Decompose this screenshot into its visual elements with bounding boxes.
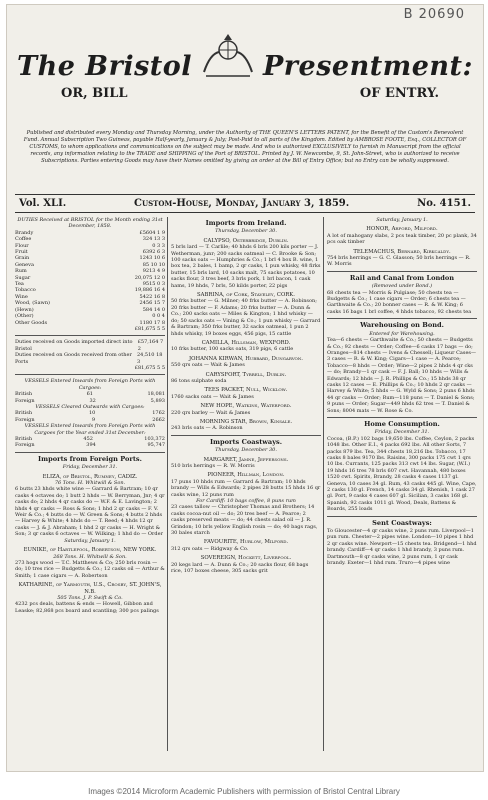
ship-sabrina: SABRINA, of Cork, Staveley, CORK. — [197, 292, 295, 299]
ship-calypso-cargo: 5 brls lard — T. Carlile; 40 hhds 6 brls 200 kils porter — J. Wetherman, junr; 200 sacks oatmeal — C. Brooke & Son; 100 sacks oats — Humphries & Co.; 1 brl 4 box B. wine, 1 box tea, 2 bales, 1 bamp, 2 qr casks, 1 pun whisky, 48 firks butter, 15 brls lard, 10 sacks malt, 75 sacks potatoes, 10 sacks flour, 3 tres beef, 3 brls pork, 1 brl bacon, 1 cask hams, 19 hhds, 7 brls, 50 kilds porter, 22 pigs — [171, 244, 321, 289]
vessel-row: Foreign 394 95,747 — [15, 442, 165, 449]
divider — [15, 194, 475, 195]
masthead — [17, 51, 473, 101]
divider — [15, 212, 475, 213]
ship-camilla: CAMILLA, Hillsman, WEXFORD. — [201, 339, 291, 346]
vessel-row: British 452 103,372 — [15, 436, 165, 442]
ship-newhope: NEW HOPE, Watkins, Waterford. — [200, 403, 292, 410]
issue-number: No. 4151. — [417, 198, 471, 209]
ship-katharine-sub: 505 Tons. J. P. Swift & Co. — [57, 594, 123, 601]
grand-total: £81,675 5 5 — [134, 364, 165, 371]
duty-row: Rum 9213 4 9 — [15, 268, 165, 275]
ship-pioneer: PIONEER, Hillman, London. — [207, 472, 285, 479]
ship-carysfort-cargo: 86 tons sulphate soda — [171, 377, 227, 384]
vessels-year-table — [15, 436, 165, 449]
duty-row: Wine 5422 16 8 — [15, 293, 165, 300]
vessel-row: Foreign 9 2662 — [15, 416, 165, 423]
lead-paragraph: Published and distributed every Monday and Thursday Morning, under the Authority of THE QUEEN'S LETTERS PATENT, for the Benefit of the Custom's Benevolent Fund. Annual Subscription Two Guineas, payable Half-yearly, January & July; Post-Paid to all parts of the Kingdom. Edited by AMBROSE FOOTE, Esq., COLLECTOR OF CUSTOMS, to whom applications and communications on the subject may be made. And who is authorized EXCLUSIVELY to furnish in Manuscript from the official records, any information relating to the TRADE and SHIPPING of the Port of BRISTOL. Printed by J. W. Newcombe, 9, St. John-Street, who is authorized to receive Subscriptions. Parties entering Goods may have their Names omitted by giving an order at the Bill of Entry Office; but no Entry can be wholly suppressed. — [23, 130, 467, 164]
vessel-row: British 61 18,081 — [15, 391, 165, 398]
volume: Vol. XLI. — [19, 198, 67, 209]
issue-date: Custom-House, Monday, January 3, 1859. — [134, 198, 350, 209]
divider — [327, 417, 477, 418]
vessel-row: Foreign 32 5,893 — [15, 397, 165, 404]
vessels-out-table — [15, 410, 165, 423]
duty-row: Coffee 324 13 3 — [15, 236, 165, 243]
divider — [327, 516, 477, 517]
coastways-heading: Imports Coastways. — [209, 437, 283, 446]
ship-tees: TEES PACKET, Null, Wicklow. — [204, 387, 288, 394]
home-list: Cocoa, (B.P.) 102 bags 19,650 lbs. Coffee, Ceylon, 2 packs 1048 lbs. Other E.I., 4 packs 692 lbs. All other Sorts, 7 packs 879 lbs. Tea, 344 chests 18,216 lbs. Tobacco, 17 casks 8 bales 9170 lbs. Raisins, 300 packs 175 cwt 1 qrs 10 lbs. Currants, 125 packs 313 cwt 14 lbs. Sugar, (W.I.) 19 hhds 16 tres 78 brls 607 cwt. Havannah, 480 boxes 1520 cwt. Spirits, Brandy, 28 casks 4 cases 1137 gl. Geneva, 10 cases 34 gl. Rum, 43 casks 445 gl. Wine, Cape, 2 casks 130 gl. French, 14 casks 34 gl. Rhenish, 1 cask 27 gl. Port, 9 casks 4 cases 607 gl. Sicilian, 3 casks 168 gl. Spanish, 92 casks 1011 gl. Wood, Deals, Battens & Boards, 255 loads — [327, 435, 477, 513]
ship-eunike: EUNIKE, of Hartlepool, Robertson, NEW YORK. — [23, 547, 157, 554]
home-heading: Home Consumption. — [364, 419, 440, 428]
column-1 — [15, 217, 165, 614]
rail-cargo: 68 chests tea — Morris & Pulgiase; 50 chests tea — Budgetts & Co.; 1 case cigars — Order; 6 chests tea — Garthwaite & Co.; 20 bonner cases — R. & W. King; 6 casks 16 bags 1 brl coffee, 4 hhds tobacco, 92 chests tea — [327, 289, 472, 315]
ship-morning-star-cargo: 243 brls oats — A. Robinson — [171, 425, 243, 432]
ship-eunike-cargo: 273 hogs wood — T.C. Matthews & Co; 250 brls rosin — do; 10 tres rice — Budgetts & Co.; 12 casks oil — Arthur & Smith; 1 case cigars — A. Robertson — [15, 559, 165, 579]
warehousing-sub: Entered for Warehousing. — [369, 330, 435, 337]
subtitle-left: OR, BILL — [61, 86, 128, 101]
duty-row: Tea 9515 0 3 — [15, 281, 165, 288]
ship-honor: HONOR, Arford, Milford. — [366, 226, 438, 233]
duty-row: Other Goods 1180 17 8 — [15, 319, 165, 326]
archive-id: B 20690 — [403, 7, 465, 22]
rail-heading: Rail and Canal from London — [349, 273, 455, 282]
subtitle-right: OF ENTRY. — [359, 86, 439, 101]
column-rule — [167, 217, 168, 751]
title-left: The Bristol — [17, 51, 193, 82]
divider — [15, 335, 165, 336]
duty-row: Flour 0 3 3 — [15, 242, 165, 249]
duty-row: Sugar 20,075 12 0 — [15, 274, 165, 281]
column-2 — [171, 217, 321, 575]
divider — [327, 271, 477, 272]
ship-calypso: CALYPSO, Osterbridge, Dublin. — [203, 237, 289, 244]
vessels-year-heading: VESSELS Entered Inwards from Foreign Ports with Cargoes for the Year ended 31st December: — [24, 423, 156, 436]
duty-row: Brandy £5604 1 9 — [15, 229, 165, 236]
royal-crest-icon — [196, 30, 260, 82]
ship-sabrina-cargo: 50 frks butter — G. Milner; 40 frks butter — A. Robinson; 20 frks butter — F. Adams; 20 frks butter — A. Dunn & Co.; 200 sacks oats — Miles & Kington; 1 hhd whisky — do; 50 sacks oats — Vining & Co.; 1 pun whisky — Garrard & Bartram; 350 frks butter, 32 sacks oatmeal, 1 pun 2 hhds whisky, 19 boxes eggs, 456 pigs, 15 cattle — [171, 298, 321, 337]
saturday-date: Saturday, January 1. — [376, 217, 428, 223]
duty-row: (Other) 0 0 4 — [15, 313, 165, 320]
ship-eunike-sub: 268 Tons. H. Whitwill & Son. — [53, 553, 127, 560]
ship-margaret-cargo: 510 brls herrings — R. W. Morris — [171, 463, 255, 469]
ship-honor-cargo: A lot of mahogany slabs, 2 pcs teak timber, 20 pc plank, 34 pcs oak timber — [327, 232, 477, 246]
ship-pioneer-cargo: 17 puns 10 hhds rum — Garrard & Bartram; 10 hhds brandy — Wills & Edwards; 2 pipes 28 butts 15 hhds 16 qr casks wine, 12 puns rum — [171, 478, 321, 498]
ship-margaret: MARGARET, Jamne, Jeffersons. — [203, 456, 289, 463]
warehousing-heading: Warehousing on Bond. — [360, 321, 444, 330]
column-3 — [327, 217, 477, 567]
duties-total: £81,675 5 5 — [134, 325, 165, 332]
dateline — [19, 198, 471, 209]
ship-morning-star: MORNING STAR, Brown, Kinsale. — [199, 418, 293, 425]
ireland-date: Thursday, December 30. — [215, 228, 277, 235]
duties-removed: Duties received on Goods received from other Ports 24,510 18 3 — [15, 352, 163, 365]
ship-katharine-cargo: 4232 pcs deals, battens & ends — Howell, Gibbon and Leaske; 82,868 pcs board and scantling; 300 pcs palings — [15, 601, 159, 614]
ship-johanna-cargo: 550 qrs oats — Wait & James — [171, 362, 245, 369]
ship-johanna: JOHANNA KIRWAN, Hubbard, Dungarvon. — [189, 355, 303, 362]
foreign-heading: Imports from Foreign Ports. — [38, 454, 142, 463]
vessel-row: British 10 1762 — [15, 410, 165, 417]
duties-table — [15, 230, 165, 326]
sent-list: To Gloucester—4 qr casks wine, 2 puns rum. Liverpool—1 pun rum. Chester—2 pipes wine. London—10 pipes 1 hhd 2 qr casks wine. Newport—15 chests tea. Bridgend—1 hhd brandy. Cardiff—4 qr casks 1 hhd brandy, 3 puns rum. Dartmouth—8 qr casks wine, 2 puns rum, 1 qr cask brandy. Exeter—1 hhd rum. Truro—4 pipes wine — [327, 528, 477, 567]
duty-row: Fruit 6392 6 3 — [15, 249, 165, 256]
ship-telemachus-cargo: 754 brls herrings — G. C. Glasson; 50 brls herrings — R. W. Morris — [327, 255, 471, 268]
duty-row: Tobacco 19,886 16 4 — [15, 287, 165, 294]
vessels-in-table — [15, 391, 165, 404]
saturday-date: Saturday, January 1. — [64, 537, 116, 544]
duty-row: Geneva 85 10 10 — [15, 261, 165, 268]
duty-row: (Hewn) 584 14 0 — [15, 306, 165, 313]
cardiff-cargo: 23 cases tallow — Christopher Thomas and Brothers; 14 casks cocoa-nut oil — do; 20 tres beef — A. Pearce; 2 casks preserved meats — do; 44 chests salad oil — J. R. Grindon; 10 brls yellow English rosin — do; 40 bags rags, 30 bales starch — [171, 504, 318, 537]
vessels-in-heading: VESSELS Entered Inwards from Foreign Ports with Cargoes: — [24, 378, 156, 391]
divider — [15, 374, 165, 375]
divider — [171, 435, 321, 436]
warehousing-list: Tea—6 chests — Garthwaite & Co.; 50 chests — Budgetts & Co.; 92 chests — Order; Coffee—6 casks 17 bags — do; Oranges—814 chests — Ivens & Chessell; Liqueur Cases—3 cases — R. & W. King; Cigars—1 case — A. Pearce; Tobacco—8 hhds — Order; Wine—2 pipes 2 hhds 4 qr cks — do; Brandy—1 qr cask — F. J. Ball; 10 hhds — Wills & Edwards; 12 hhds — J. R. Phillips & Co.; 15 hhds 38 qr casks 12 cases — E. Phillips & Co.; 10 hhds 2 qr casks — Harvey & White; 5 hhds — G. Wyld & Sons; 2 puns 6 hhds 44 qr casks — Order; Rum—118 puns — T. Daniel & Sons; 9 puns — Order; Sugar—449 hhds 62 tres — T. Daniel & Sons; 8004 mats — W. Rose & Co. — [327, 337, 476, 414]
home-date: Friday, December 31. — [374, 429, 430, 436]
rail-sub: (Removed under Bond.) — [371, 283, 433, 290]
ireland-heading: Imports from Ireland. — [205, 219, 287, 227]
newspaper-page — [6, 4, 484, 772]
ship-favourite: FAVOURITE, Hurlow, Milford. — [203, 539, 289, 546]
sent-heading: Sent Coastways: — [372, 518, 432, 527]
duty-row: Grain 1243 10 6 — [15, 255, 165, 262]
ship-telemachus: TELEMACHUS, Bernard, Kirkcaldy. — [353, 248, 451, 255]
ship-katharine: KATHARINE, of Yarmouth, U.S., Crosby, ST. JOHN'S, N.B. — [18, 582, 162, 595]
column-rule — [323, 217, 324, 751]
ship-tees-cargo: 1760 sacks oats — Wait & James — [171, 393, 254, 400]
ship-camilla-cargo: 10 frks butter, 100 sacks oats, 319 pigs, 6 cattle — [171, 346, 294, 353]
coastways-date: Thursday, December 30. — [215, 447, 277, 454]
cardiff-note: For Cardiff: 10 bags coffee, 8 puns rum — [196, 498, 296, 505]
ship-carysfort: CARYSFORT, Tyrrell, Dublin. — [205, 371, 287, 378]
ship-eliza-sub: 76 Tons. H. Whitwill & Son. — [54, 480, 126, 487]
ship-eliza-cargo: 6 butts 23 hhds white wine — Garrard & Bartram; 10 qr casks 4 octaves do; 1 butt 2 hhds — W. Berryman, Jnr; 4 qr casks do; 2 hhds 4 qr casks do — W.F. & E. Lavington; 2 hhds 4 qr casks — Ross & Sons; 1 hhd 2 qr casks — F. V. Weir & Co.; 4 butts do — W. Green & Sons; 4 butts 2 hhds — Harvey & White; 4 hhds do — T. Reed; 4 hhds 12 qr casks — J. & J. Abraham; 1 hhd 2 qr casks — H. Wright & Son; 3 qr casks 6 octaves — W. Wilking; 1 hhd do — Order — [15, 486, 165, 538]
duties-imported: Duties received on Goods imported direct into Bristol £57,164 7 2 — [15, 339, 164, 352]
duties-heading: DUTIES Received at BRISTOL for the Month ending 31st December, 1858. — [17, 217, 163, 230]
divider — [327, 318, 477, 319]
divider — [15, 452, 165, 453]
copyright-footer: Images ©2014 Microform Academic Publishers with permission of Bristol Central Library — [88, 787, 400, 796]
foreign-date: Friday, December 31. — [62, 464, 118, 471]
duty-row: Wood, (Sawn) 2456 15 7 — [15, 300, 165, 307]
ship-favourite-cargo: 312 qrs oats — Ridgway & Co. — [171, 545, 249, 552]
vessels-out-heading: VESSELS Cleared Outwards with Cargoes: — [35, 403, 145, 410]
ship-eliza: ELIZA, of Bristol, Rumney, CADIZ. — [42, 473, 138, 480]
title-right: Presentment: — [262, 51, 473, 82]
ship-sovereign: SOVEREIGN, Hockett, Liverpool. — [200, 555, 292, 562]
ship-newhope-cargo: 220 qrs barley — Wait & James — [171, 409, 251, 416]
ship-sovereign-cargo: 20 kegs lard — A. Dunn & Co.; 20 sacks flour, 68 bags rice, 107 boxes cheese, 305 sacks grit — [171, 561, 309, 575]
